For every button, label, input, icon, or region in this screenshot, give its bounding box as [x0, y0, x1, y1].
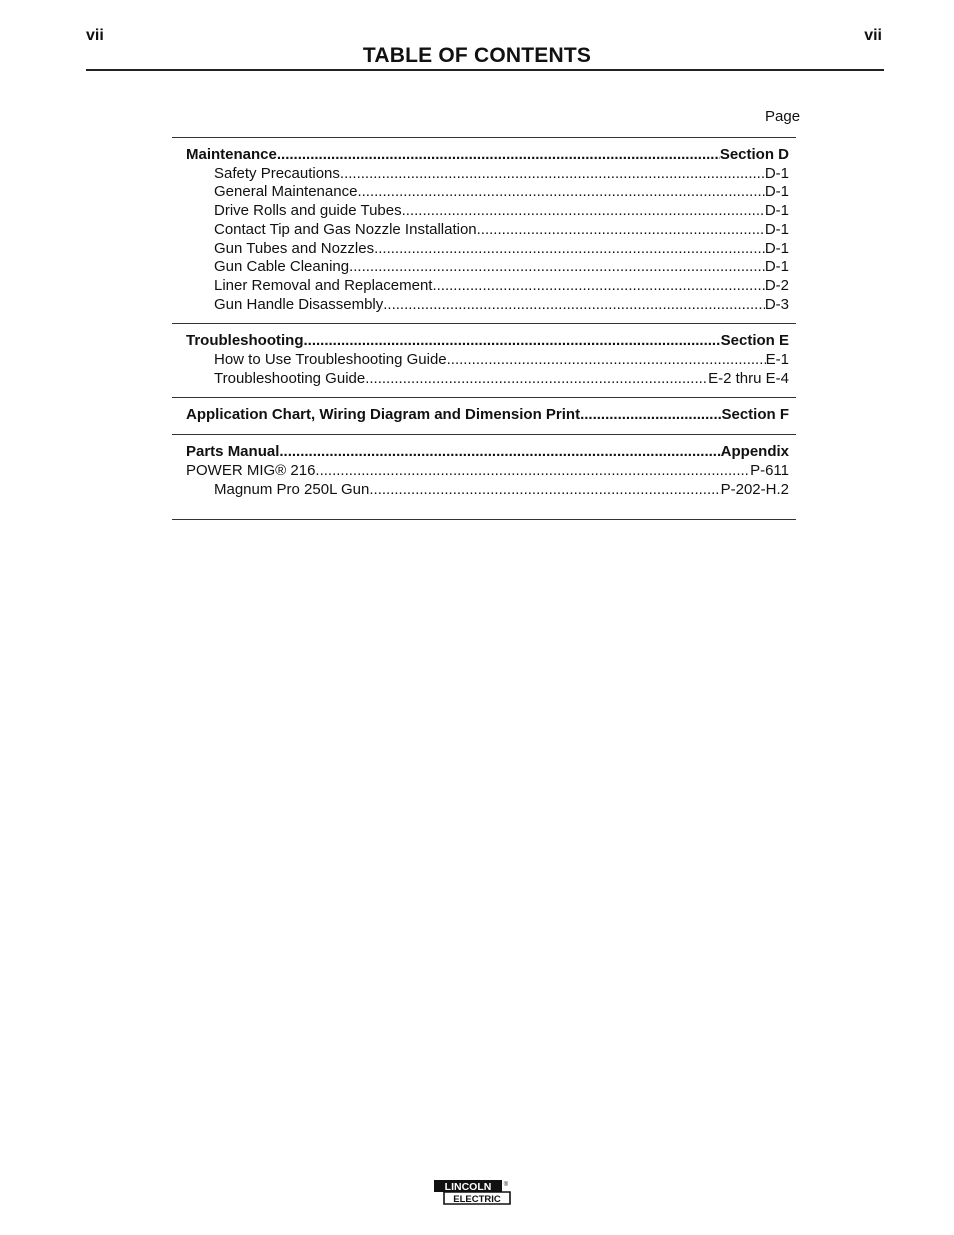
toc-entry-label: Contact Tip and Gas Nozzle Installation: [214, 220, 477, 238]
toc-entry-page: P-202-H.2: [720, 480, 789, 498]
toc-section-heading[interactable]: [186, 406, 789, 425]
page-number-right: vii: [864, 27, 882, 44]
toc-entry-label: Drive Rolls and guide Tubes: [214, 202, 402, 220]
toc-section-heading[interactable]: [186, 146, 789, 165]
toc-section-troubleshooting: [172, 323, 796, 397]
page-title: TABLE OF CONTENTS: [362, 44, 592, 67]
toc-entry-label: How to Use Troubleshooting Guide: [214, 351, 447, 369]
toc-entry-page: E-2 thru E-4: [708, 369, 789, 387]
toc-entry-label: Liner Removal and Replacement: [214, 276, 433, 294]
toc-section-page: Appendix: [720, 443, 789, 461]
toc-section-page: Section D: [719, 146, 789, 163]
toc-entry-label: General Maintenance: [214, 183, 358, 201]
lincoln-electric-logo: [432, 1178, 512, 1206]
toc-entry-label: Gun Handle Disassembly: [214, 295, 384, 313]
toc-entry[interactable]: [214, 202, 789, 221]
toc-entry[interactable]: [214, 165, 789, 184]
toc-entry-page: D-1: [764, 220, 789, 238]
toc-entry[interactable]: [214, 351, 789, 370]
toc-section-title: Parts Manual: [186, 443, 280, 461]
toc-entry-label: Magnum Pro 250L Gun: [214, 480, 370, 498]
toc-entry[interactable]: [214, 370, 789, 389]
toc-entry-page: D-2: [764, 276, 789, 294]
toc-section-title: Application Chart, Wiring Diagram and Dimension Print: [186, 406, 581, 424]
toc-section-heading[interactable]: [186, 443, 789, 462]
toc-section-heading[interactable]: [186, 332, 789, 351]
toc-entry-label: Safety Precautions: [214, 164, 340, 182]
toc-entry[interactable]: [214, 183, 789, 202]
toc-section-page: Section E: [720, 332, 789, 350]
toc-entry[interactable]: [214, 296, 789, 315]
toc-entry[interactable]: [214, 277, 789, 296]
toc-section-maintenance: [172, 137, 796, 323]
page-number-left: vii: [86, 27, 104, 44]
toc-entry-page: D-1: [764, 202, 789, 220]
toc-entry[interactable]: [214, 258, 789, 277]
toc-entry-page: D-1: [764, 164, 789, 182]
toc-entry-label: Gun Tubes and Nozzles: [214, 239, 375, 257]
title-divider: [86, 69, 884, 71]
page-column-label: Page: [765, 108, 801, 125]
toc-entry-label: Gun Cable Cleaning: [214, 258, 350, 276]
table-of-contents: [172, 137, 796, 520]
toc-section-application-chart: [172, 397, 796, 434]
toc-section-page: Section F: [721, 406, 789, 424]
toc-entry-page: E-1: [765, 351, 789, 369]
toc-entry[interactable]: [214, 240, 789, 259]
logo-text-top: LINCOLN: [444, 1181, 492, 1193]
toc-entry[interactable]: [186, 462, 789, 481]
toc-entry-page: D-3: [764, 295, 789, 313]
toc-entry[interactable]: [214, 481, 789, 500]
toc-entry-page: D-1: [764, 183, 789, 201]
toc-entry-page: D-1: [764, 239, 789, 257]
logo-registered-mark: ®: [503, 1182, 509, 1188]
toc-entry-page: P-611: [750, 461, 789, 479]
logo-text-bottom: ELECTRIC: [453, 1194, 501, 1205]
toc-entry-label: Troubleshooting Guide: [214, 369, 366, 387]
toc-entry-page: D-1: [764, 258, 789, 276]
toc-section-parts-manual: [172, 434, 796, 520]
toc-entry[interactable]: [214, 221, 789, 240]
toc-section-title: Maintenance: [186, 146, 277, 163]
toc-section-title: Troubleshooting: [186, 332, 304, 350]
toc-entry-label: POWER MIG® 216: [186, 461, 316, 479]
